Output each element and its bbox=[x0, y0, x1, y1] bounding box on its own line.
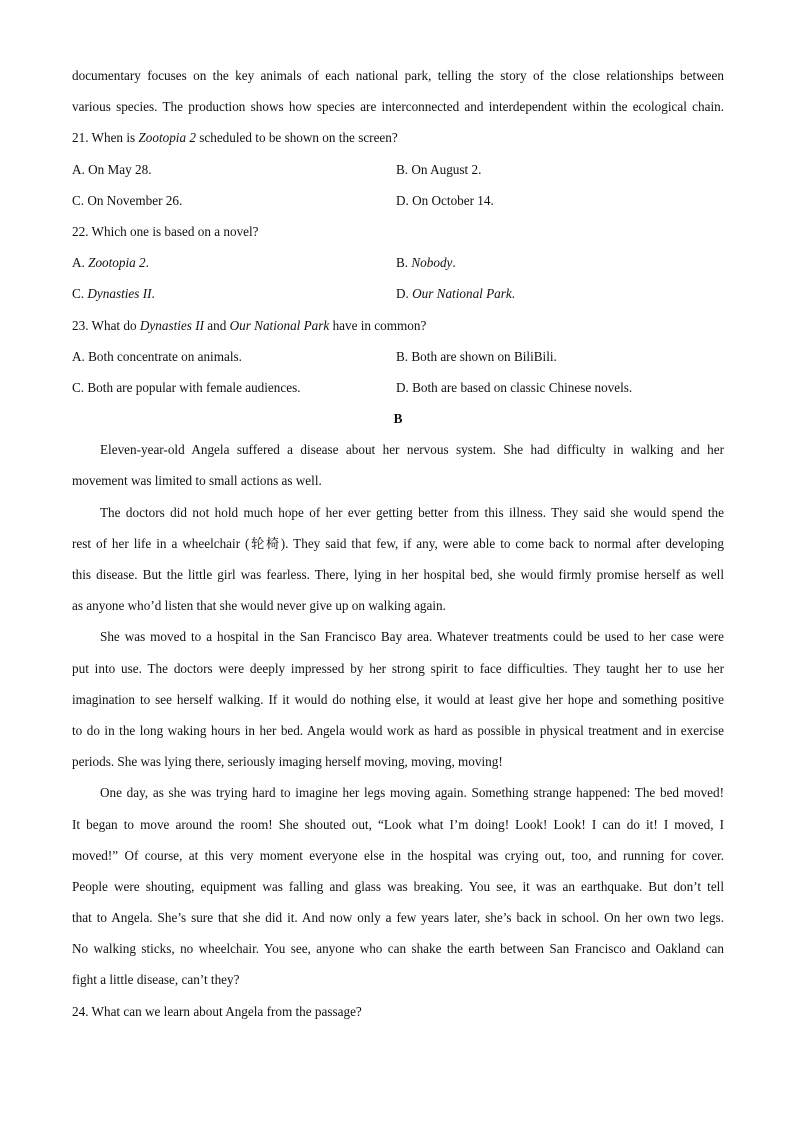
passage-line: periods. She was lying there, seriously imaging herself moving, moving, moving! bbox=[72, 754, 503, 770]
question-21-stem: 21. When is Zootopia 2 scheduled to be shown on the screen? bbox=[72, 130, 398, 146]
question-22-options-row-1 bbox=[72, 247, 724, 278]
option-d: D. Our National Park. bbox=[396, 286, 516, 302]
option-c: C. Both are popular with female audiences. bbox=[72, 379, 301, 395]
passage-line: rest of her life in a wheelchair (轮椅). They said that few, if any, were able to come back to normal after developing bbox=[72, 535, 724, 551]
question-22-stem: 22. Which one is based on a novel? bbox=[72, 223, 259, 239]
question-24-stem: 24. What can we learn about Angela from the passage? bbox=[72, 1003, 362, 1019]
question-21-options-row-2 bbox=[72, 185, 724, 216]
passage-line: Eleven-year-old Angela suffered a disease about her nervous system. She had difficulty in walking and her bbox=[100, 442, 724, 458]
option-a: A. Zootopia 2. bbox=[72, 255, 149, 271]
intro-line-2: various species. The production shows how species are interconnected and interdependent within the ecological chain. bbox=[72, 99, 724, 115]
passage-line: that to Angela. She’s sure that she did it. And now only a few years later, she’s back in school. On her own two legs. bbox=[72, 910, 724, 926]
film-title: Zootopia 2 bbox=[138, 130, 196, 146]
question-23-options-row-2 bbox=[72, 372, 724, 403]
passage-line: as anyone who’d listen that she would never give up on walking again. bbox=[72, 598, 446, 614]
passage-line: this disease. But the little girl was fearless. There, lying in her hospital bed, she would firmly promise herself as well bbox=[72, 567, 724, 582]
question-21-options-row-1 bbox=[72, 154, 724, 185]
passage-line: No walking sticks, no wheelchair. You see, anyone who can shake the earth between San Francisco and Oakland can bbox=[72, 941, 724, 957]
option-a: A. On May 28. bbox=[72, 161, 152, 177]
passage-line: She was moved to a hospital in the San Francisco Bay area. Whatever treatments could be used to her case were bbox=[100, 629, 724, 645]
option-a: A. Both concentrate on animals. bbox=[72, 348, 242, 364]
passage-line: The doctors did not hold much hope of her ever getting better from this illness. They said she would spend the bbox=[100, 504, 724, 520]
passage-line: One day, as she was trying hard to imagine her legs moving again. Something strange happened: The bed moved! bbox=[100, 785, 724, 801]
section-heading: B bbox=[393, 411, 403, 427]
intro-line-1: documentary focuses on the key animals of each national park, telling the story of the close relationships between bbox=[72, 68, 724, 83]
passage-line: imagination to see herself walking. If it would do nothing else, it would at least give her hope and something positive bbox=[72, 691, 724, 707]
passage-line: fight a little disease, can’t they? bbox=[72, 972, 240, 988]
passage-line: People were shouting, equipment was falling and glass was breaking. You see, it was an earthquake. But don’t tell bbox=[72, 878, 724, 894]
option-c: C. Dynasties II. bbox=[72, 286, 155, 302]
passage-line: moved!” Of course, at this very moment everyone else in the hospital was crying out, too, and running for cover. bbox=[72, 847, 724, 863]
option-b: B. Nobody. bbox=[396, 255, 456, 271]
question-23-options-row-1 bbox=[72, 341, 724, 372]
option-d: D. Both are based on classic Chinese novels. bbox=[396, 379, 633, 395]
question-22-options-row-2 bbox=[72, 278, 724, 309]
passage-line: It began to move around the room! She shouted out, “Look what I’m doing! Look! Look! I can do it! I moved, I bbox=[72, 816, 724, 832]
document-page bbox=[72, 60, 724, 1027]
passage-line: put into use. The doctors were deeply impressed by her strong spirit to face difficulties. They taught her to use her bbox=[72, 660, 724, 676]
passage-line: to do in the long waking hours in her bed. Angela would work as hard as possible in physical treatment and in exercise bbox=[72, 722, 724, 738]
option-b: B. Both are shown on BiliBili. bbox=[396, 348, 557, 364]
option-d: D. On October 14. bbox=[396, 192, 494, 208]
question-23-stem: 23. What do Dynasties II and Our National Park have in common? bbox=[72, 317, 427, 333]
option-c: C. On November 26. bbox=[72, 192, 183, 208]
option-b: B. On August 2. bbox=[396, 161, 482, 177]
passage-line: movement was limited to small actions as well. bbox=[72, 473, 322, 489]
